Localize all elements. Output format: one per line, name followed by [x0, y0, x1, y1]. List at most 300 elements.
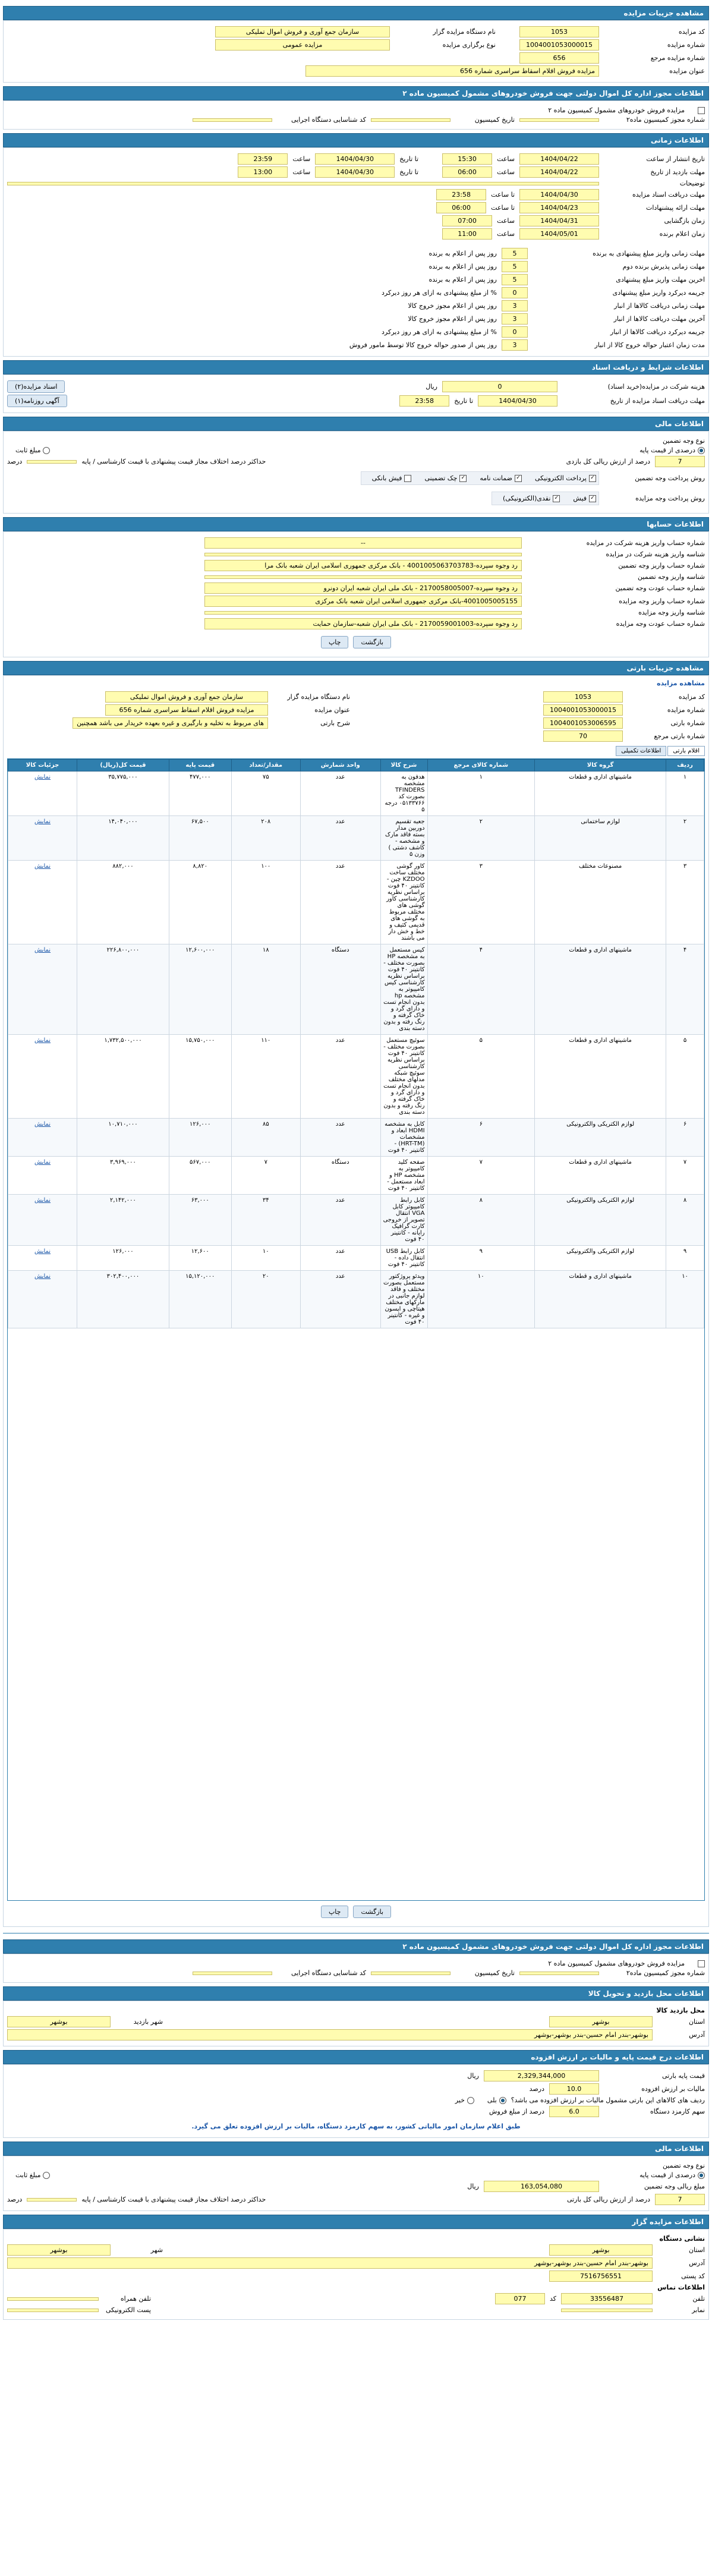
org-province-label: استان: [688, 2246, 705, 2254]
lot-no-label: شماره بارتی: [670, 719, 705, 727]
visit-header: اطلاعات محل بازدید و تحویل کالا: [3, 1986, 709, 2001]
post-label: کد پستی: [681, 2272, 705, 2280]
open-time: 07:00: [442, 215, 492, 226]
percent-label: درصد از ارزش ریالی کل بازدی: [566, 458, 650, 465]
item-unit: عدد: [300, 771, 380, 816]
pay-option[interactable]: فیش بانکی: [372, 474, 412, 482]
doc-deadline-label: مهلت دریافت اسناد مزایده از تاریخ: [610, 397, 705, 405]
permit-checkbox[interactable]: [698, 107, 705, 114]
bottom-permit-question: مزایده فروش خودروهای مشمول کمیسیون ماده ۲: [548, 1960, 685, 1967]
item-unit: عدد: [300, 1119, 380, 1157]
item-detail-link[interactable]: نمایش: [8, 861, 77, 944]
org-value: سازمان جمع آوری و فروش اموال تملیکی: [215, 26, 390, 37]
col-header: گروه کالا: [535, 760, 666, 771]
publish-to-label: تا تاریخ: [399, 155, 419, 163]
item-ref: ۵: [427, 1035, 535, 1119]
deadlines-list: [7, 248, 705, 351]
bottom-radio-percent[interactable]: درصدی از قیمت پایه: [639, 2171, 705, 2179]
item-desc: هدفون به مشخصه TFINDERS بصورت کد ۰۵۱۳۳۷۶۶ درجه ۵: [380, 771, 427, 816]
doc-deadline-time: 23:58: [399, 395, 449, 407]
visit-label: مهلت بازدید از تاریخ: [650, 168, 705, 176]
newspaper-button[interactable]: آگهی روزنامه(۱): [7, 395, 67, 407]
org-city-label: شهر: [150, 2246, 163, 2254]
table-row: [8, 1271, 704, 1328]
type-value: مزایده عمومی: [215, 39, 390, 51]
org-unit-label: نشانی دستگاه: [659, 2235, 705, 2243]
vat-label: مالیات بر ارزش افزوده: [641, 2085, 705, 2093]
pay-mode-option[interactable]: ✓ نقدی(الکترونیکی): [503, 495, 560, 502]
col-header: ردیف: [666, 760, 704, 771]
table-row: [8, 1195, 704, 1246]
org-body: [3, 2229, 709, 2320]
items-table: [8, 759, 704, 1328]
checkbox-icon: [698, 1960, 705, 1967]
table-row: [8, 816, 704, 861]
publish-to-date: 1404/04/30: [315, 153, 395, 165]
code-value: 077: [495, 2293, 545, 2304]
item-group: لوازم الکتریکی والکترونیکی: [535, 1119, 666, 1157]
time-label: ساعت: [497, 217, 515, 225]
lot-ref-label: شماره بارتی مرجع: [654, 732, 705, 740]
lot-ref-value: 70: [543, 730, 623, 742]
pay-mode-options: [492, 492, 599, 505]
item-detail-link[interactable]: نمایش: [8, 1035, 77, 1119]
addr-label: آدرس: [689, 2031, 705, 2039]
lot-desc-value: های مربوط به تخلیه و بارگیری و غیره بعهده خریدار می باشد همچنین: [73, 717, 268, 729]
item-detail-link[interactable]: نمایش: [8, 1195, 77, 1246]
share-unit: درصد از مبلغ فروش: [489, 2108, 544, 2115]
phone-label: تلفن: [692, 2295, 705, 2303]
item-total: ۱۲۶,۰۰۰: [77, 1246, 169, 1271]
item-price: ۶۷,۵۰۰: [169, 816, 231, 861]
item-desc: کاور گوشی مختلف ساخت KZDOO چین - کانتینر ۴۰ فوت براساس نظریه کارشناسی کاور گوشی های مختلف مربوط به گوشی های قدیمی کثیف و خط و خش دار می باشند: [380, 861, 427, 944]
percent-value: 7: [655, 456, 705, 467]
table-row: [8, 1119, 704, 1157]
item-qty: ۲۰۸: [231, 816, 300, 861]
item-total: ۲,۱۴۲,۰۰۰: [77, 1195, 169, 1246]
item-ref: ۳: [427, 861, 535, 944]
lot-subheader: مشاهده مزایده: [657, 679, 705, 687]
deadline-row: جریمه دیرکرد واریز مبلغ پیشنهادی 0 % از مبلغ پیشنهادی به ازای هر روز دیرکرد: [7, 287, 705, 298]
bottom-permit-date-label: تاریخ کمیسیون: [474, 1969, 515, 1977]
account-row: شماره حساب واریز وجه مزایده 4001005005155-بانک مرکزی جمهوری اسلامی ایران شعبه بانک مرکزی: [7, 596, 705, 607]
details-header: مشاهده جزییات مزایده: [3, 6, 709, 20]
permit-question: مزایده فروش خودروهای مشمول کمیسیون ماده ۲: [548, 106, 685, 114]
visit-time: 06:00: [442, 166, 492, 178]
fax-value: [561, 2309, 653, 2312]
base-currency: ریال: [467, 2072, 479, 2080]
publish-label: تاریخ انتشار از ساعت: [646, 155, 705, 163]
winner-time: 11:00: [442, 228, 492, 240]
bottom-max-unit: درصد: [7, 2196, 23, 2203]
time-label: ساعت: [497, 155, 515, 163]
permit-header: اطلاعات مجوز اداره کل اموال دولتی جهت فروش خودروهای مشمول کمیسیون ماده ۲: [3, 86, 709, 100]
item-qty: ۱۰۰: [231, 861, 300, 944]
item-detail-link[interactable]: نمایش: [8, 1119, 77, 1157]
base-value: 2,329,344,000: [484, 2070, 599, 2081]
item-price: ۸,۸۲۰: [169, 861, 231, 944]
winner-label: زمان اعلام برنده: [659, 230, 705, 238]
visit-date: 1404/04/22: [519, 166, 599, 178]
item-idx: ۶: [666, 1119, 704, 1157]
checkbox-icon: [404, 475, 411, 482]
item-ref: ۴: [427, 944, 535, 1035]
bottom-percent-value: 7: [655, 2194, 705, 2205]
price-header: اطلاعات درج قیمت پایه و مالیات بر ارزش افزوده: [3, 2050, 709, 2064]
price-body: [3, 2064, 709, 2138]
item-group: لوازم الکتریکی والکترونیکی: [535, 1246, 666, 1271]
item-qty: ۷۵: [231, 771, 300, 816]
lot-tabs: [7, 746, 705, 756]
deadline-row: مهلت زمانی پذیرش برنده دوم 5 روز پس از اعلام به برنده: [7, 261, 705, 272]
docs-button[interactable]: اسناد مزایده(۲): [7, 380, 65, 393]
checkbox-checked-icon: ✓: [515, 475, 522, 482]
permit-no-label: شماره مجوز کمیسیون ماده۲: [626, 116, 705, 124]
visit-to-label: تا تاریخ: [399, 168, 419, 176]
amount-currency: ریال: [467, 2183, 479, 2190]
permit-body: [3, 100, 709, 130]
item-unit: دستگاه: [300, 1157, 380, 1195]
org-header: اطلاعات مزایده گزار: [3, 2215, 709, 2229]
code-value: 1053: [519, 26, 599, 37]
item-idx: ۴: [666, 944, 704, 1035]
phone-value: 33556487: [561, 2293, 653, 2304]
item-unit: عدد: [300, 1035, 380, 1119]
permit-id-value: [193, 118, 272, 122]
checkbox-icon: [698, 107, 705, 114]
pay-option[interactable]: ✓ پرداخت الکترونیکی: [535, 474, 596, 482]
visit-to-time: 13:00: [238, 166, 288, 178]
deadline-row: مهلت زمانی واریز مبلغ پیشنهادی به برنده 5 روز پس از اعلام به برنده: [7, 248, 705, 259]
bottom-max-value: [27, 2198, 77, 2202]
times-body: [3, 147, 709, 357]
doc-date: 1404/04/30: [519, 189, 599, 200]
col-header: قیمت پایه: [169, 760, 231, 771]
item-total: ۳۵,۷۷۵,۰۰۰: [77, 771, 169, 816]
radio-yes[interactable]: بلی: [487, 2096, 506, 2104]
amount-label: مبلغ ریالی وجه تضمین: [644, 2183, 705, 2190]
item-detail-link[interactable]: نمایش: [8, 1246, 77, 1271]
col-header: مقدار/تعداد: [231, 760, 300, 771]
checkbox-checked-icon: ✓: [459, 475, 467, 482]
item-idx: ۱: [666, 771, 704, 816]
deadline-row: آخرین مهلت دریافت کالاها از انبار 3 روز پس از اعلام مجوز خروج کالا: [7, 313, 705, 325]
lot-title-label: عنوان مزایده: [314, 706, 350, 714]
permit-no-value: [519, 118, 599, 122]
radio-fixed[interactable]: مبلغ ثابت: [15, 446, 50, 454]
back-button[interactable]: بازگشت: [353, 1906, 391, 1918]
pay-label: روش پرداخت وجه تضمین: [635, 474, 705, 482]
item-detail-link[interactable]: نمایش: [8, 771, 77, 816]
bottom-permit-body: [3, 1954, 709, 1983]
number-value: 1004001053000015: [519, 39, 599, 51]
item-qty: ۱۱۰: [231, 1035, 300, 1119]
visit-loc-label: محل بازدید کالا: [656, 2007, 705, 2014]
bottom-permit-no-label: شماره مجوز کمیسیون ماده۲: [626, 1969, 705, 1977]
time-label: ساعت: [292, 168, 311, 176]
to-time-label: تا ساعت: [491, 204, 515, 212]
item-unit: عدد: [300, 1271, 380, 1328]
post-value: 7516756551: [549, 2270, 653, 2282]
radio-icon: [467, 2097, 474, 2104]
deadline-row: اخرین مهلت واریز مبلغ پیشنهادی 5 روز پس از اعلام به برنده: [7, 274, 705, 285]
province-value: بوشهر: [549, 2016, 653, 2027]
time-label: ساعت: [497, 230, 515, 238]
item-total: ۳,۹۶۹,۰۰۰: [77, 1157, 169, 1195]
email-label: پست الکترونیکی: [106, 2306, 151, 2314]
item-qty: ۸۵: [231, 1119, 300, 1157]
item-unit: عدد: [300, 861, 380, 944]
city-value: بوشهر: [7, 2016, 111, 2027]
lot-number-value: 1004001053000015: [543, 704, 623, 716]
table-row: [8, 771, 704, 816]
permit-date-value: [371, 118, 450, 122]
share-label: سهم کارمزد دستگاه: [650, 2108, 705, 2115]
deadline-row: مهلت زمانی دریافت کالاها از انبار 3 روز پس از اعلام مجوز خروج کالا: [7, 300, 705, 311]
times-header: اطلاعات زمانی: [3, 133, 709, 147]
bottom-permit-header: اطلاعات مجوز اداره کل اموال دولتی جهت فروش خودروهای مشمول کمیسیون ماده ۲: [3, 1939, 709, 1954]
accounts-header: اطلاعات حسابها: [3, 517, 709, 531]
type-label: نوع برگزاری مزایده: [442, 41, 496, 49]
item-desc: کیس مستعمل به مشخصه HP بصورت مختلف - کانتینر ۴۰ فوت براساس نظریه کارشناسی کیس کامپیوتر به مشخصه hp بدون انجام تست و دارای گرد و خاک گرفته و رنگ رفته و بدون دسته بندی: [380, 944, 427, 1035]
table-row: [8, 1157, 704, 1195]
lot-org-value: سازمان جمع آوری و فروش اموال تملیکی: [105, 691, 268, 703]
account-row: شماره حساب واریز وجه تضمین رد وجوه سپرده-4001005063703783 - بانک مرکزی جمهوری اسلامی ایران شعبه بانک مرا: [7, 560, 705, 571]
account-row: شماره حساب واریز هزینه شرکت در مزایده --: [7, 537, 705, 549]
item-group: مصنوعات مختلف: [535, 861, 666, 944]
item-group: ماشینهای اداری و قطعات: [535, 944, 666, 1035]
item-idx: ۹: [666, 1246, 704, 1271]
item-ref: ۱: [427, 771, 535, 816]
item-group: ماشینهای اداری و قطعات: [535, 1035, 666, 1119]
lot-code-label: کد مزایده: [678, 693, 705, 701]
radio-icon: [43, 447, 50, 454]
item-price: ۶۳,۰۰۰: [169, 1195, 231, 1246]
deadline-row: مدت زمان اعتبار حواله خروج کالا از انبار 3 روز پس از صدور حواله خروج کالا توسط مامور فروش: [7, 339, 705, 351]
accounts-body: [3, 531, 709, 657]
lot-title-value: مزایده فروش اقلام اسقاط سراسری شماره 656: [105, 704, 268, 716]
lot-desc-label: شرح بارتی: [320, 719, 350, 727]
print-button[interactable]: چاپ: [321, 1906, 349, 1918]
item-group: ماشینهای اداری و قطعات: [535, 1271, 666, 1328]
account-row: شماره حساب عودت وجه مزایده رد وجوه سپرده-2170059001003 - بانک ملی ایران شعبه-سازمان حمایت: [7, 618, 705, 629]
checkbox-checked-icon: ✓: [553, 495, 560, 502]
vat-note: طبق اعلام سازمان امور مالیاتی کشور، به سهم کارمزد دستگاه، مالیات بر ارزش افزوده تعلق می گیرد.: [191, 2122, 521, 2130]
table-row: [8, 944, 704, 1035]
checkbox-checked-icon: ✓: [589, 475, 596, 482]
item-unit: عدد: [300, 1195, 380, 1246]
tab-extra-info[interactable]: اطلاعات تکمیلی: [616, 746, 666, 756]
org-addr-value: بوشهر-بندر امام حسین-بندر بوشهر-بوشهر: [7, 2257, 653, 2269]
item-detail-link[interactable]: نمایش: [8, 944, 77, 1035]
permit-id-label: کد شناسایی دستگاه اجرایی: [291, 116, 366, 124]
item-price: ۴۷۷,۰۰۰: [169, 771, 231, 816]
item-detail-link[interactable]: نمایش: [8, 1157, 77, 1195]
item-ref: ۲: [427, 816, 535, 861]
item-group: لوازم الکتریکی والکترونیکی: [535, 1195, 666, 1246]
publish-to-time: 23:59: [238, 153, 288, 165]
deadline-row: جریمه دیرکرد دریافت کالاها از انبار 0 % از مبلغ پیشنهادی به ازای هر روز دیرکرد: [7, 326, 705, 338]
contact-label: اطلاعات تماس: [657, 2284, 705, 2291]
item-qty: ۱۸: [231, 944, 300, 1035]
org-city-value: بوشهر: [7, 2244, 111, 2256]
bottom-permit-id-label: کد شناسایی دستگاه اجرایی: [291, 1969, 366, 1977]
pay-option[interactable]: ✓ چک تضمینی: [424, 474, 467, 482]
province-label: استان: [688, 2018, 705, 2026]
item-ref: ۸: [427, 1195, 535, 1246]
currency-label: ریال: [426, 383, 437, 391]
item-group: ماشینهای اداری و قطعات: [535, 771, 666, 816]
amount-value: 163,054,080: [484, 2181, 599, 2192]
city-label: شهر بازدید: [133, 2018, 163, 2026]
max-label: حداکثر درصد اختلاف مجاز قیمت پیشنهادی با قیمت کارشناسی / پایه: [81, 458, 266, 465]
addr-value: بوشهر-بندر امام حسین-بندر بوشهر-بوشهر: [7, 2029, 653, 2040]
table-row: [8, 861, 704, 944]
back-button[interactable]: بازگشت: [353, 636, 391, 648]
conditions-header: اطلاعات شرایط و دریافت اسناد: [3, 360, 709, 374]
radio-selected-icon: [698, 2172, 705, 2179]
title-value: مزایده فروش اقلام اسقاط سراسری شماره 656: [305, 65, 599, 77]
finance-header: اطلاعات مالی: [3, 417, 709, 431]
item-total: ۱,۷۳۲,۵۰۰,۰۰۰: [77, 1035, 169, 1119]
item-idx: ۸: [666, 1195, 704, 1246]
to-time-label: تا ساعت: [491, 191, 515, 199]
account-row: شناسه واریز وجه تضمین: [7, 573, 705, 581]
lot-code-value: 1053: [543, 691, 623, 703]
item-detail-link[interactable]: نمایش: [8, 1271, 77, 1328]
table-row: [8, 1246, 704, 1271]
pay-options: [361, 471, 599, 485]
base-label: قیمت پایه بارتی: [661, 2072, 705, 2080]
print-button[interactable]: چاپ: [321, 636, 349, 648]
col-header: قیمت کل(ریال): [77, 760, 169, 771]
item-detail-link[interactable]: نمایش: [8, 816, 77, 861]
item-ref: ۹: [427, 1246, 535, 1271]
radio-icon: [43, 2172, 50, 2179]
item-qty: ۲۰: [231, 1271, 300, 1328]
item-idx: ۲: [666, 816, 704, 861]
col-header: شرح کالا: [380, 760, 427, 771]
items-panel: [7, 758, 705, 1901]
to-label: تا تاریخ: [454, 397, 473, 405]
bottom-permit-date-value: [371, 1972, 450, 1975]
radio-selected-icon: [499, 2097, 506, 2104]
desc-value: [7, 182, 599, 185]
item-qty: ۱۰: [231, 1246, 300, 1271]
col-header: جزئیات کالا: [8, 760, 77, 771]
doc-deadline-from: 1404/04/30: [478, 395, 557, 407]
ref-label: شماره مزایده مرجع: [650, 54, 705, 62]
mobile-value: [7, 2297, 99, 2301]
item-idx: ۱۰: [666, 1271, 704, 1328]
permit-date-label: تاریخ کمیسیون: [474, 116, 515, 124]
item-ref: ۱۰: [427, 1271, 535, 1328]
page: [3, 0, 709, 2322]
offer-time: 06:00: [436, 202, 486, 213]
share-value: 6.0: [549, 2106, 599, 2117]
deposit-type-label: نوع وجه تضمین: [663, 437, 705, 445]
item-total: ۳۰۲,۴۰۰,۰۰۰: [77, 1271, 169, 1328]
bottom-deposit-type-label: نوع وجه تضمین: [663, 2162, 705, 2169]
visit-body: [3, 2001, 709, 2046]
max-value: [27, 460, 77, 464]
bottom-permit-id-value: [193, 1972, 272, 1975]
code-label: کد مزایده: [678, 28, 705, 36]
items-scroll-area[interactable]: [8, 759, 704, 1900]
item-desc: صفحه کلید کامپیوتر به مشخصه HP و ابعاد مستعمل - کانتینر ۴۰ فوت: [380, 1157, 427, 1195]
bottom-permit-no-value: [519, 1972, 599, 1975]
bottom-finance-body: [3, 2156, 709, 2211]
time-label: ساعت: [292, 155, 311, 163]
item-ref: ۶: [427, 1119, 535, 1157]
item-group: ماشینهای اداری و قطعات: [535, 1157, 666, 1195]
item-price: ۱۵,۷۵۰,۰۰۰: [169, 1035, 231, 1119]
max-unit: درصد: [7, 458, 23, 465]
lot-no-value: 1004001053006595: [543, 717, 623, 729]
mobile-label: تلفن همراه: [120, 2295, 151, 2303]
bottom-finance-header: اطلاعات مالی: [3, 2142, 709, 2156]
item-unit: عدد: [300, 1246, 380, 1271]
org-province-value: بوشهر: [549, 2244, 653, 2256]
lot-body: [3, 675, 709, 1927]
item-desc: جعبه تقسیم دوربین مدار بسته فاقد مارک و مشخصه - کاشف دشتی ) وزن ۵: [380, 816, 427, 861]
col-header: شماره کالای مرجع: [427, 760, 535, 771]
visit-to-date: 1404/04/30: [315, 166, 395, 178]
table-row: [8, 1035, 704, 1119]
fax-label: نمابر: [692, 2306, 705, 2314]
item-idx: ۵: [666, 1035, 704, 1119]
item-price: ۵۶۷,۰۰۰: [169, 1157, 231, 1195]
vat-unit: درصد: [529, 2085, 544, 2093]
publish-date: 1404/04/22: [519, 153, 599, 165]
lot-header: مشاهده جزییات بارتی: [3, 661, 709, 675]
pay-option[interactable]: ✓ ضمانت نامه: [480, 474, 522, 482]
bottom-permit-checkbox[interactable]: [698, 1960, 705, 1967]
email-value: [7, 2309, 99, 2312]
item-ref: ۷: [427, 1157, 535, 1195]
ref-value: 656: [519, 52, 599, 64]
radio-no[interactable]: خیر: [455, 2096, 474, 2104]
items-header-row: [8, 760, 704, 771]
radio-percent[interactable]: درصدی از قیمت پایه: [639, 446, 705, 454]
item-unit: دستگاه: [300, 944, 380, 1035]
item-price: ۱۲,۶۰۰: [169, 1246, 231, 1271]
account-row: شماره حساب عودت وجه تضمین رد وجوه سپرده-2170058005007 - بانک ملی ایران شعبه ایران دونرو: [7, 582, 705, 594]
account-row: شناسه واریز وجه مزایده: [7, 609, 705, 616]
item-group: لوازم ساختمانی: [535, 816, 666, 861]
bottom-percent-label: درصد از ارزش ریالی کل بارتی: [566, 2196, 650, 2203]
finance-body: [3, 431, 709, 514]
doc-label: مهلت دریافت اسناد مزایده: [632, 191, 705, 199]
lot-org-label: نام دستگاه مزایده گزار: [287, 693, 350, 701]
item-desc: کابل رابط USB انتقال داده - کانتینر ۴۰ فوت: [380, 1246, 427, 1271]
pay-mode-option[interactable]: ✓ فیش: [573, 495, 596, 502]
open-label: زمان بازگشایی: [664, 217, 705, 225]
details-body: [3, 20, 709, 83]
item-total: ۱۰,۷۱۰,۰۰۰: [77, 1119, 169, 1157]
offer-date: 1404/04/23: [519, 202, 599, 213]
item-idx: ۳: [666, 861, 704, 944]
open-date: 1404/04/31: [519, 215, 599, 226]
item-price: ۱۲,۶۰۰,۰۰۰: [169, 944, 231, 1035]
code-label: کد: [549, 2295, 556, 2303]
item-unit: عدد: [300, 816, 380, 861]
item-total: ۱۴,۰۴۰,۰۰۰: [77, 816, 169, 861]
tab-lot-items[interactable]: اقلام بارتی: [667, 746, 705, 756]
item-desc: کابل رابط کامپیوتر کابل VGA انتقال تصویر از خروجی کارت گرافیک رایانه - کانتینر ۴۰ فوت: [380, 1195, 427, 1246]
vat-question: ردیف های کالاهای این بارتی مشمول مالیات بر ارزش افزوده می باشد؟: [511, 2096, 705, 2104]
bottom-radio-fixed[interactable]: مبلغ ثابت: [15, 2171, 50, 2179]
